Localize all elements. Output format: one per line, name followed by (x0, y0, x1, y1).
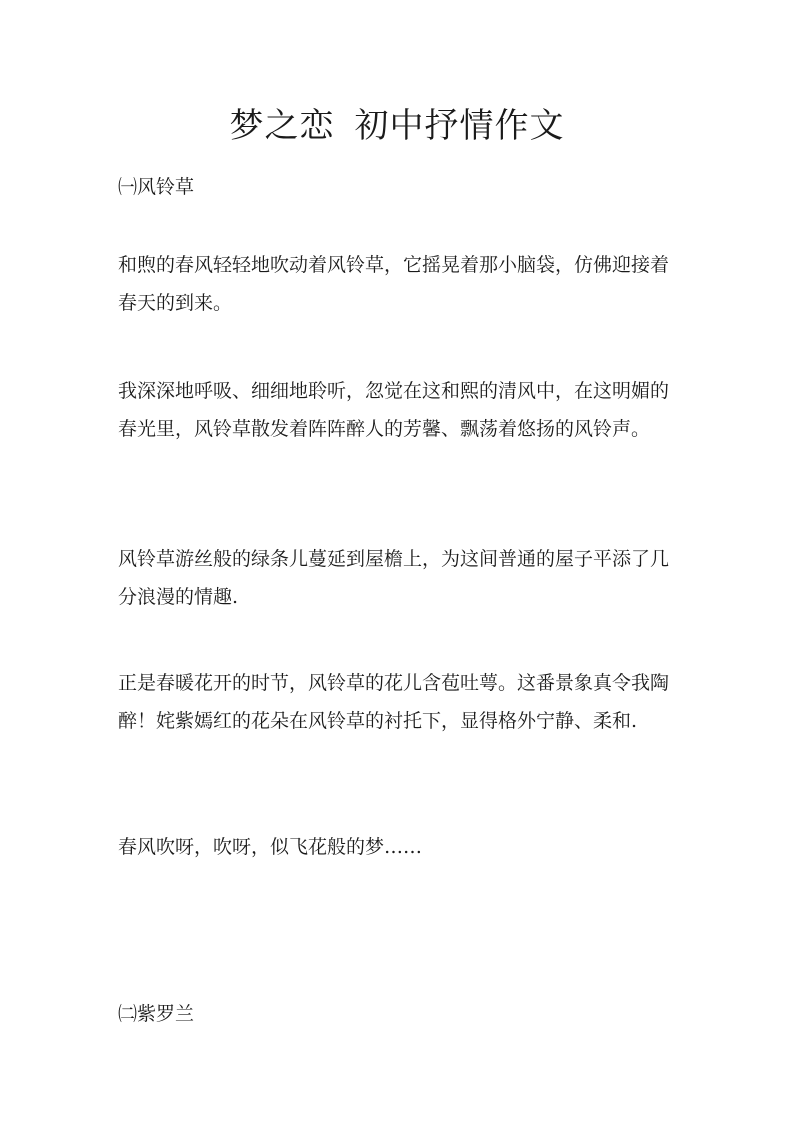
paragraph: 我深深地呼吸、细细地聆听，忽觉在这和熙的清风中，在这明媚的春光里，风铃草散发着阵阵醉人的芳馨、飘荡着悠扬的风铃声。 (118, 380, 670, 440)
paragraph: 和煦的春风轻轻地吹动着风铃草，它摇晃着那小脑袋，仿佛迎接着春天的到来。 (118, 254, 670, 314)
paragraph: 风铃草游丝般的绿条儿蔓延到屋檐上，为这间普通的屋子平添了几分浪漫的情趣. (118, 548, 670, 608)
title-main: 梦之恋 (229, 106, 335, 146)
section-heading: ㈡紫罗兰 (118, 1003, 195, 1025)
paragraph: 春风吹呀，吹呀，似飞花般的梦…… (118, 836, 423, 858)
page-title (0, 98, 794, 147)
section-heading: ㈠风铃草 (118, 176, 195, 198)
title-sub: 初中抒情作文 (354, 106, 565, 146)
paragraph: 正是春暖花开的时节，风铃草的花儿含苞吐萼。这番景象真令我陶醉！姹紫嫣红的花朵在风铃草的衬托下，显得格外宁静、柔和. (118, 672, 670, 732)
